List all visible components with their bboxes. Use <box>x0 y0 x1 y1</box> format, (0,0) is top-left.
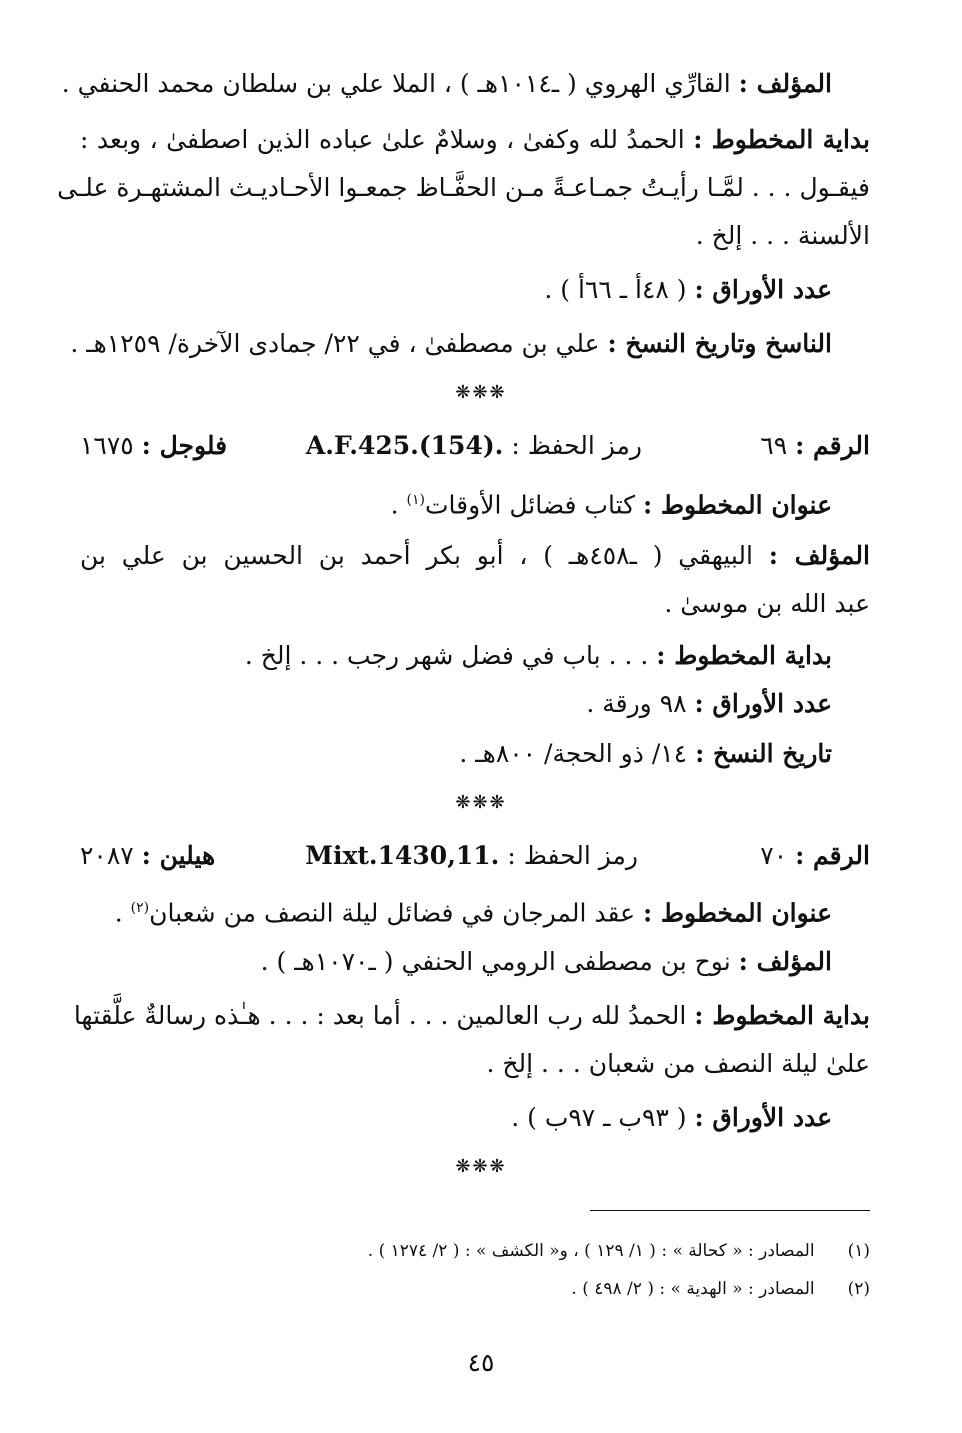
footnote-1 <box>80 1236 870 1266</box>
rec69-folios-value: ٩٨ ورقة . <box>586 689 687 718</box>
rec69-author-line1 <box>80 534 870 578</box>
b1-author-value: القارِّي الهروي ( ـ١٠١٤هـ ) ، الملا علي بن سلطان محمد الحنفي . <box>61 69 731 98</box>
rec70-begin-text1: الحمدُ لله رب العالمين . . . أما بعد : . . . هـٰذه رسالةٌ علَّقتها <box>73 1001 687 1030</box>
rec69-folios-label: عدد الأوراق : <box>694 689 832 718</box>
rec70-code-value: Mixt.1430,11. <box>305 841 500 870</box>
b1-begin-line3 <box>80 214 870 258</box>
rec70-code-label: رمز الحفظ : <box>507 841 638 870</box>
rec70-begin-line1 <box>73 994 870 1038</box>
rec70-author-label: المؤلف : <box>738 947 832 976</box>
rec70-number-label: الرقم : <box>795 841 870 870</box>
rec70-title-line <box>115 886 832 930</box>
rec70-number <box>760 834 870 878</box>
footnote-2 <box>80 1274 870 1304</box>
b1-begin-label: بداية المخطوط : <box>693 125 870 154</box>
separator-2: ❋❋❋ <box>455 792 507 813</box>
b1-begin-line2 <box>57 166 870 210</box>
rec69-author-label: المؤلف : <box>768 541 870 570</box>
footnote-rule <box>590 1210 870 1211</box>
rec69-begin-label: بداية المخطوط : <box>656 641 832 670</box>
rec69-folios-line <box>586 682 832 726</box>
rec69-date-line <box>459 732 832 776</box>
b1-folios-line <box>544 268 832 312</box>
rec69-title-line <box>391 478 832 522</box>
separator-1: ❋❋❋ <box>455 382 507 403</box>
rec69-collection <box>80 424 227 468</box>
rec70-title-value: عقد المرجان في فضائل ليلة النصف من شعبان <box>149 898 636 928</box>
footnote-2-number: (٢) <box>847 1279 870 1299</box>
rec70-title-label: عنوان المخطوط : <box>642 898 832 928</box>
page-number: ٤٥ <box>467 1348 495 1377</box>
separator-3: ❋❋❋ <box>455 1156 507 1177</box>
rec69-author-line2 <box>80 582 870 626</box>
rec70-title-end: . <box>114 898 123 928</box>
rec69-collection-value: ١٦٧٥ <box>80 431 134 460</box>
rec69-collection-label: فلوجل : <box>141 431 228 460</box>
rec70-footnote-ref: (٢) <box>130 900 150 916</box>
rec70-collection-label: هيلين : <box>141 841 216 870</box>
rec70-author-line <box>261 940 832 984</box>
rec70-folios-line <box>511 1096 832 1140</box>
rec69-title-value: كتاب فضائل الأوقات <box>425 490 636 520</box>
rec69-author-text2: عبد الله بن موسىٰ . <box>664 589 870 618</box>
rec69-author-text1: البيهقي ( ـ٤٥٨هـ ) ، أبو بكر أحمد بن الحسين بن علي بن <box>80 541 753 570</box>
rec69-number-label: الرقم : <box>795 431 870 460</box>
rec70-begin-line2 <box>80 1042 870 1086</box>
b1-folios-value: ( ٤٨أ ـ ٦٦أ ) . <box>544 275 687 304</box>
rec69-header <box>80 424 870 468</box>
rec69-code-value: A.F.425.(154). <box>305 431 504 460</box>
b1-author-line <box>62 62 832 106</box>
rec70-collection-value: ٢٠٨٧ <box>80 841 134 870</box>
footnote-1-number: (١) <box>847 1241 870 1261</box>
footnote-1-text: المصادر : « كحالة » : ( ١/ ١٢٩ ) ، و« الكشف » : ( ٢/ ١٢٧٤ ) . <box>367 1241 815 1261</box>
b1-begin-text2: فيقـول . . . لمَّـا رأيـتُ جمـاعـةً مـن الحفَّـاظ جمعـوا الأحـاديـث المشتهـرة علـى <box>57 173 870 202</box>
rec70-author-value: نوح بن مصطفى الرومي الحنفي ( ـ١٠٧٠هـ ) . <box>260 947 731 976</box>
rec69-date-value: ١٤/ ذو الحجة/ ٨٠٠هـ . <box>459 739 688 768</box>
b1-begin-text1: الحمدُ لله وكفىٰ ، وسلامٌ علىٰ عباده الذين اصطفىٰ ، وبعد : <box>80 125 685 154</box>
b1-copyist-line <box>70 322 832 366</box>
rec69-date-label: تاريخ النسخ : <box>695 739 832 768</box>
rec69-begin-line <box>245 634 832 678</box>
rec69-number-value: ٦٩ <box>760 431 788 460</box>
rec70-code <box>305 834 638 878</box>
footnote-2-text: المصادر : « الهدية » : ( ٢/ ٤٩٨ ) . <box>571 1279 815 1299</box>
rec70-header <box>80 834 870 878</box>
rec69-title-label: عنوان المخطوط : <box>642 490 832 520</box>
rec69-title-end: . <box>390 490 399 520</box>
rec69-number <box>760 424 870 468</box>
b1-begin-line1 <box>80 118 870 162</box>
b1-copyist-label: الناسخ وتاريخ النسخ : <box>607 329 832 358</box>
rec70-folios-value: ( ٩٣ب ـ ٩٧ب ) . <box>511 1103 687 1132</box>
rec69-code-label: رمز الحفظ : <box>511 431 642 460</box>
rec69-footnote-ref: (١) <box>406 492 426 508</box>
rec69-code <box>306 424 642 468</box>
b1-begin-text3: الألسنة . . . إلخ . <box>695 221 870 250</box>
b1-folios-label: عدد الأوراق : <box>694 275 832 304</box>
rec70-begin-text2: علىٰ ليلة النصف من شعبان . . . إلخ . <box>486 1049 870 1078</box>
rec70-begin-label: بداية المخطوط : <box>694 1001 870 1030</box>
rec69-begin-value: . . . باب في فضل شهر رجب . . . إلخ . <box>244 641 649 670</box>
rec70-number-value: ٧٠ <box>760 841 788 870</box>
rec70-folios-label: عدد الأوراق : <box>694 1103 832 1132</box>
b1-copyist-value: علي بن مصطفىٰ ، في ٢٢/ جمادى الآخرة/ ١٢٥٩هـ . <box>70 329 600 358</box>
b1-author-label: المؤلف : <box>738 69 832 98</box>
rec70-collection <box>80 834 215 878</box>
